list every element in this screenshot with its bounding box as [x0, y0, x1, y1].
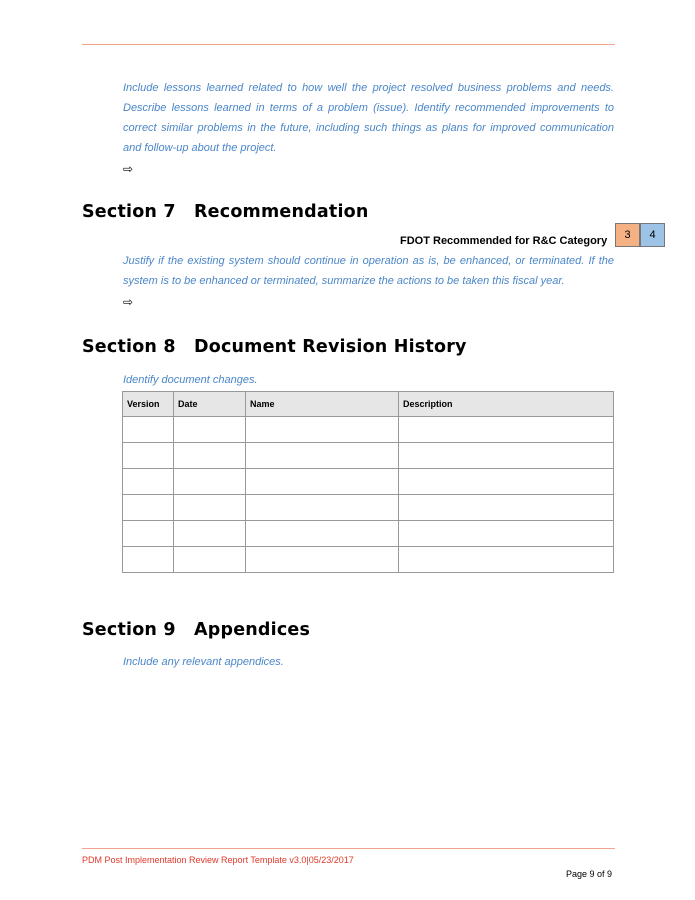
section-8-title: Document Revision History	[194, 337, 467, 357]
section-8-heading	[82, 337, 467, 357]
table-row	[123, 469, 614, 495]
section-7-number: Section 7	[82, 202, 176, 222]
table-cell[interactable]	[123, 495, 174, 521]
revision-history-table	[122, 391, 614, 573]
category-box-4[interactable]: 4	[640, 223, 665, 247]
table-cell[interactable]	[246, 443, 399, 469]
table-cell[interactable]	[399, 495, 614, 521]
section-9-title: Appendices	[194, 620, 311, 640]
section-7-heading	[82, 202, 369, 222]
table-row	[123, 547, 614, 573]
recommendation-instruction: Justify if the existing system should continue in operation as is, be enhanced, or terminated. If the system is to be enhanced or terminated, summarize the actions to be taken this fiscal year.	[123, 255, 614, 287]
table-cell[interactable]	[399, 417, 614, 443]
section-9-number: Section 9	[82, 620, 176, 640]
footer-rule	[82, 848, 615, 849]
table-cell[interactable]	[123, 521, 174, 547]
table-cell[interactable]	[174, 495, 246, 521]
lessons-learned-instruction: Include lessons learned related to how well the project resolved business problems and needs. Describe lessons learned in terms of a problem (issue). Identify recommended improvements to correct similar problems in the future, including such things as plans for improved communication and follow-up about the project.	[123, 82, 614, 154]
section-8-number: Section 8	[82, 337, 176, 357]
table-cell[interactable]	[399, 443, 614, 469]
table-cell[interactable]	[174, 547, 246, 573]
table-cell[interactable]	[174, 469, 246, 495]
table-cell[interactable]	[174, 521, 246, 547]
appendices-instruction: Include any relevant appendices.	[123, 656, 284, 668]
table-cell[interactable]	[123, 417, 174, 443]
table-cell[interactable]	[123, 469, 174, 495]
arrow-placeholder-1: ⇨	[123, 162, 134, 176]
table-cell[interactable]	[123, 547, 174, 573]
column-header-version: Version	[123, 392, 174, 417]
footer-template-info: PDM Post Implementation Review Report Template v3.0|05/23/2017	[82, 855, 354, 865]
table-cell[interactable]	[246, 469, 399, 495]
table-cell[interactable]	[399, 547, 614, 573]
category-box-3[interactable]: 3	[615, 223, 640, 247]
header-rule	[82, 44, 615, 45]
arrow-placeholder-2: ⇨	[123, 295, 134, 309]
table-cell[interactable]	[399, 521, 614, 547]
section-7-title: Recommendation	[194, 202, 369, 222]
table-cell[interactable]	[174, 417, 246, 443]
table-cell[interactable]	[399, 469, 614, 495]
table-cell[interactable]	[246, 521, 399, 547]
table-row	[123, 417, 614, 443]
table-row	[123, 443, 614, 469]
column-header-description: Description	[399, 392, 614, 417]
column-header-name: Name	[246, 392, 399, 417]
table-cell[interactable]	[246, 417, 399, 443]
table-header-row	[123, 392, 614, 417]
table-cell[interactable]	[123, 443, 174, 469]
table-cell[interactable]	[174, 443, 246, 469]
fdot-category-label: FDOT Recommended for R&C Category	[400, 235, 608, 247]
section-9-heading	[82, 620, 310, 640]
column-header-date: Date	[174, 392, 246, 417]
page-number: Page 9 of 9	[566, 869, 613, 879]
table-row	[123, 521, 614, 547]
table-cell[interactable]	[246, 547, 399, 573]
table-cell[interactable]	[246, 495, 399, 521]
table-row	[123, 495, 614, 521]
revision-history-instruction: Identify document changes.	[123, 374, 258, 386]
